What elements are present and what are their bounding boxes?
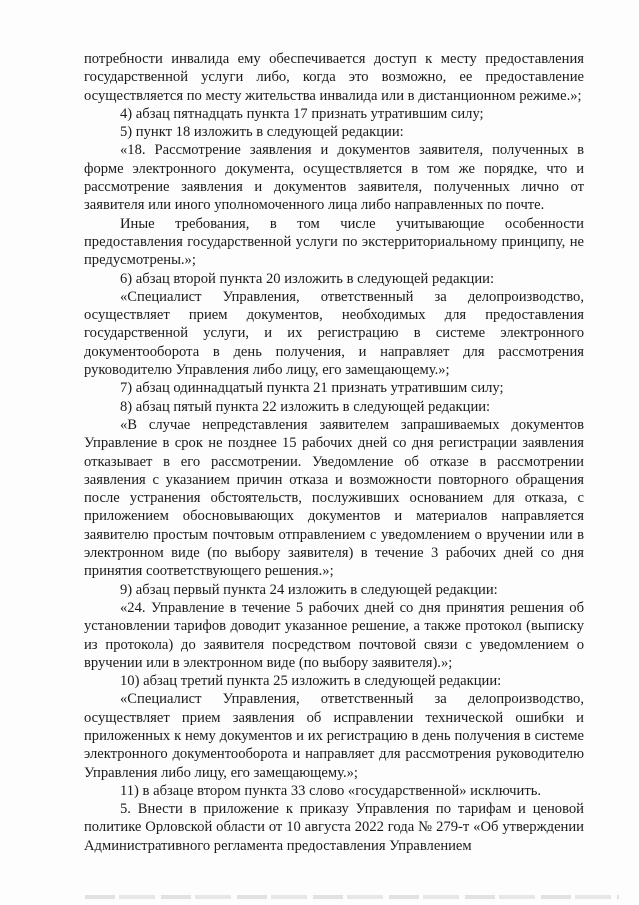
paragraph-13: 10) абзац третий пункта 25 изложить в следующей редакции:: [120, 673, 502, 690]
paragraph-16: 5. Внести в приложение к приказу Управления по тарифам и ценовой политике Орловской области от 10 августа 2022 года № 279-т «Об утверждении Административного регламента предоставления Управлением: [84, 801, 584, 854]
paragraph-9: 8) абзац пятый пункта 22 изложить в следующей редакции:: [120, 398, 491, 415]
paragraph-3: 5) пункт 18 изложить в следующей редакции:: [120, 124, 404, 141]
paragraph-12: «24. Управление в течение 5 рабочих дней со дня принятия решения об установлении тарифов доводит указанное решение, а также протокол (выписку из протокола) до заявителя посредством почтовой связи с уведомлением о вручении или в электронном виде (по выбору заявителя).»;: [84, 599, 584, 671]
document-page: [84, 50, 584, 855]
paragraph-4: «18. Рассмотрение заявления и документов заявителя, полученных в форме электронного документа, осуществляется в том же порядке, что и рассмотрение заявления и документов заявителя, полученных лично от заявителя или иного уполномоченного лица либо направленных по почте.: [84, 142, 584, 214]
paragraph-1: потребности инвалида ему обеспечивается доступ к месту предоставления государственной услуги либо, когда это возможно, ее предоставление осуществляется по месту жительства инвалида или в дистанционном режиме.»;: [84, 51, 584, 104]
paragraph-11: 9) абзац первый пункта 24 изложить в следующей редакции:: [120, 581, 498, 598]
paragraph-6: 6) абзац второй пункта 20 изложить в следующей редакции:: [120, 270, 495, 287]
paragraph-2: 4) абзац пятнадцать пункта 17 признать утратившим силу;: [120, 105, 484, 122]
paragraph-10: «В случае непредставления заявителем запрашиваемых документов Управление в срок не позднее 15 рабочих дней со дня регистрации заявления отказывает в его рассмотрении. Уведомление об отказе в рассмотрении заявления с указанием причин отказа и возможности повторного обращения после устранения обстоятельств, послуживших основанием для отказа, с приложением обосновывающих документов и материалов направляется заявителю простым почтовым отправлением с уведомлением о вручении или в электронном виде (по выбору заявителя) в течение 3 рабочих дней со дня принятия соответствующего решения.»;: [84, 416, 584, 580]
paragraph-7: «Специалист Управления, ответственный за делопроизводство, осуществляет прием документов, необходимых для предоставления государственной услуги, и их регистрацию в системе электронного документооборота в день получения, и направляет для рассмотрения руководителю Управления либо лицу, его замещающему.»;: [84, 288, 584, 379]
paragraph-5: Иные требования, в том числе учитывающие особенности предоставления государственной услуги по экстерриториальному принципу, не предусмотрены.»;: [84, 215, 584, 269]
paragraph-8: 7) абзац одиннадцатый пункта 21 признать утратившим силу;: [120, 380, 504, 397]
scan-edge-artifact: [85, 895, 619, 899]
paragraph-15: 11) в абзаце втором пункта 33 слово «государственной» исключить.: [120, 782, 542, 799]
paragraph-14: «Специалист Управления, ответственный за делопроизводство, осуществляет прием заявления об исправлении технической ошибки и приложенных к нему документов и их регистрацию в день получения в системе электронного документооборота и направляет для рассмотрения руководителю Управления либо лицу, его замещающему.»;: [84, 691, 584, 781]
